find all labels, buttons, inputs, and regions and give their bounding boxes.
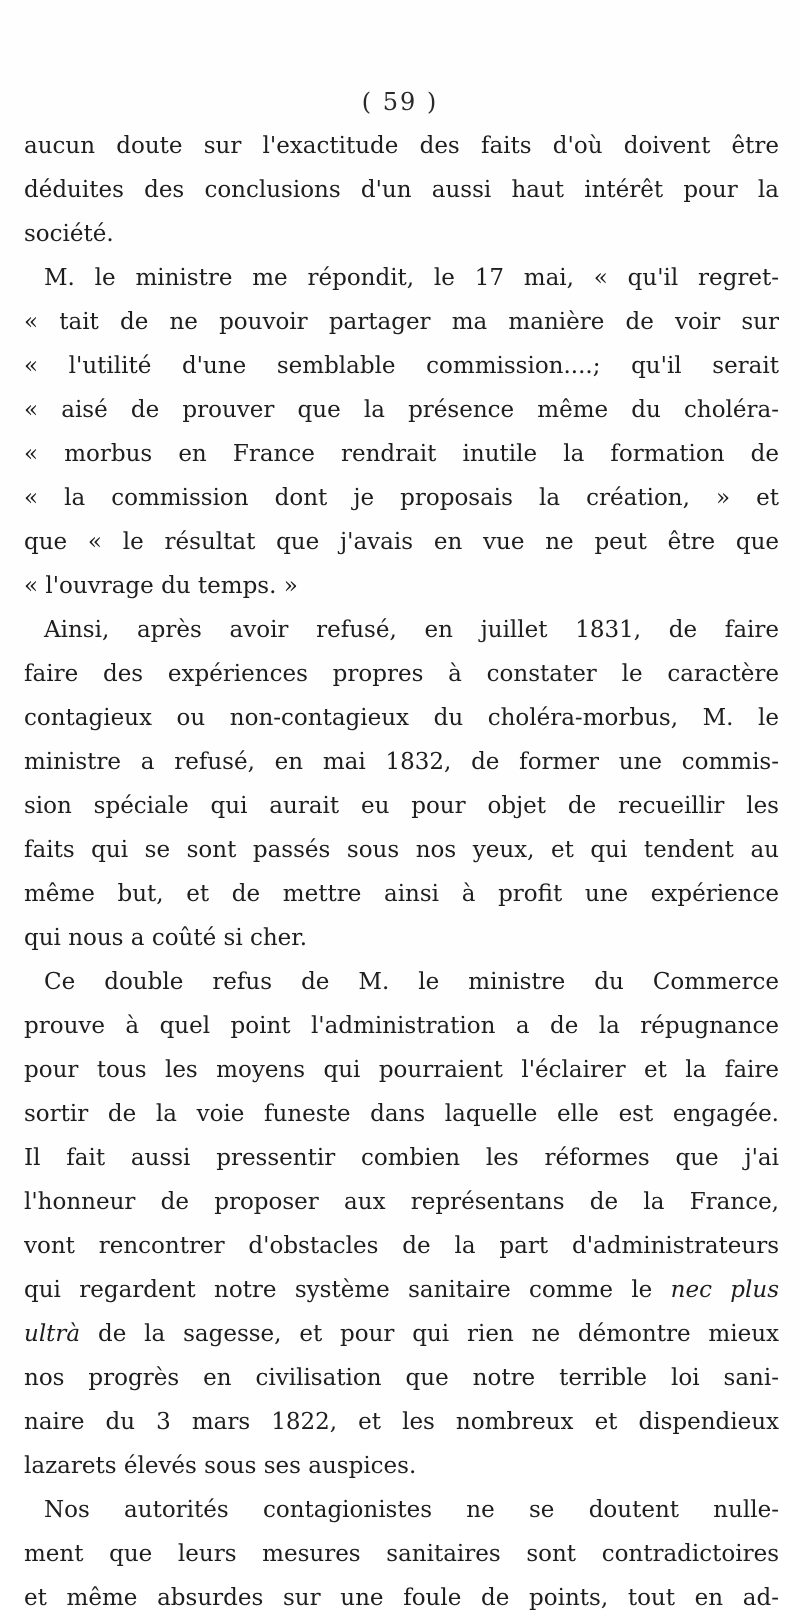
text-line: Il fait aussi pressentir combien les réformes que j'ai: [24, 1145, 779, 1171]
text-line: Nos autorités contagionistes ne se doutent nulle-: [44, 1497, 779, 1523]
text-segment: de la sagesse, et pour qui rien ne démontre mieux: [97, 1321, 779, 1347]
text-line: même but, et de mettre ainsi à profit une expérience: [24, 881, 779, 907]
text-line: faits qui se sont passés sous nos yeux, et qui tendent au: [24, 837, 779, 863]
page-number: ( 59 ): [361, 88, 439, 116]
text-line: [24, 1312, 779, 1356]
text-line: ment que leurs mesures sanitaires sont contradictoires: [24, 1541, 779, 1567]
text-line: aucun doute sur l'exactitude des faits d'où doivent être: [24, 133, 779, 159]
body-text: [24, 124, 779, 1620]
text-line: lazarets élevés sous ses auspices.: [24, 1453, 417, 1479]
text-line: [24, 1268, 779, 1312]
text-line: « aisé de prouver que la présence même du choléra-: [24, 397, 779, 423]
text-line: société.: [24, 221, 114, 247]
text-line: Ce double refus de M. le ministre du Commerce: [44, 969, 779, 995]
text-line: pour tous les moyens qui pourraient l'éclairer et la faire: [24, 1057, 779, 1083]
text-line: M. le ministre me répondit, le 17 mai, « qu'il regret-: [44, 265, 779, 291]
italic-latin-word: ultrà: [24, 1321, 81, 1347]
text-line: « l'utilité d'une semblable commission....; qu'il serait: [24, 353, 779, 379]
text-line: ministre a refusé, en mai 1832, de former une commis-: [24, 749, 779, 775]
text-line: contagieux ou non-contagieux du choléra-morbus, M. le: [24, 705, 779, 731]
text-line: sortir de la voie funeste dans laquelle elle est engagée.: [24, 1101, 779, 1127]
text-line: et même absurdes sur une foule de points, tout en ad-: [24, 1585, 779, 1611]
text-line: l'honneur de proposer aux représentans de la France,: [24, 1189, 779, 1215]
text-line: « morbus en France rendrait inutile la formation de: [24, 441, 779, 467]
text-segment: qui regardent notre système sanitaire comme le: [24, 1277, 653, 1303]
text-line: « la commission dont je proposais la création, » et: [24, 485, 779, 511]
text-line: faire des expériences propres à constater le caractère: [24, 661, 779, 687]
text-line: « tait de ne pouvoir partager ma manière de voir sur: [24, 309, 779, 335]
text-line: prouve à quel point l'administration a de la répugnance: [24, 1013, 779, 1039]
text-line: que « le résultat que j'avais en vue ne peut être que: [24, 529, 779, 555]
text-line: qui nous a coûté si cher.: [24, 925, 308, 951]
text-line: sion spéciale qui aurait eu pour objet de recueillir les: [24, 793, 779, 819]
text-line: déduites des conclusions d'un aussi haut intérêt pour la: [24, 177, 779, 203]
text-line: Ainsi, après avoir refusé, en juillet 1831, de faire: [44, 617, 779, 643]
text-line: naire du 3 mars 1822, et les nombreux et dispendieux: [24, 1409, 779, 1435]
text-line: vont rencontrer d'obstacles de la part d'administrateurs: [24, 1233, 779, 1259]
text-line: « l'ouvrage du temps. »: [24, 573, 298, 599]
italic-latin-phrase: nec plus: [670, 1277, 779, 1303]
text-line: nos progrès en civilisation que notre terrible loi sani-: [24, 1365, 779, 1391]
